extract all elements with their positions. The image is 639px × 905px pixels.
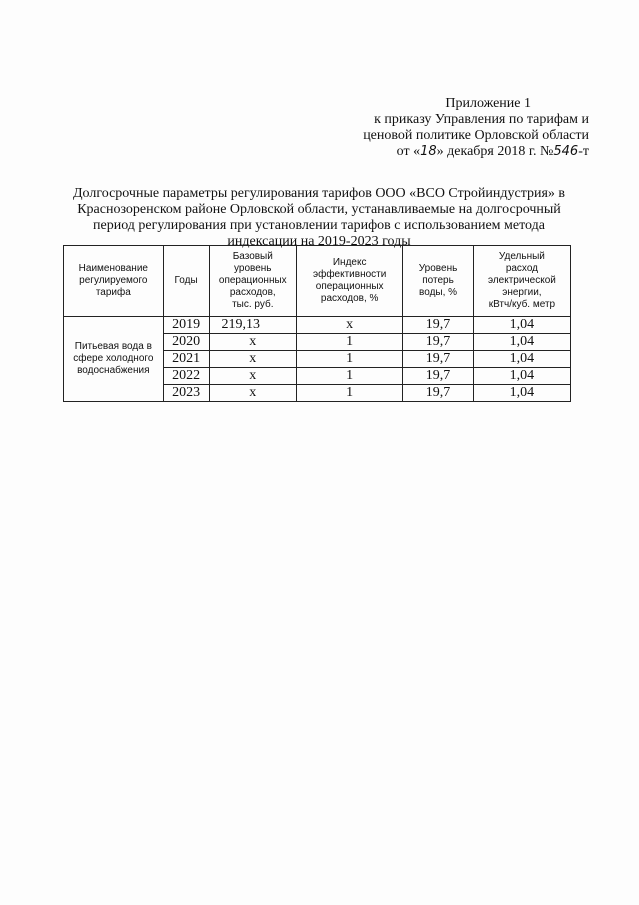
year-cell: 2019 xyxy=(163,317,209,334)
base-opex-cell: 219,13 xyxy=(209,317,296,334)
water-loss-cell: 19,7 xyxy=(403,385,474,402)
water-loss-cell: 19,7 xyxy=(403,351,474,368)
energy-cell: 1,04 xyxy=(473,317,570,334)
document-heading xyxy=(58,186,580,250)
order-number-handwritten: 546 xyxy=(553,144,579,159)
appendix-title: Приложение 1 xyxy=(445,96,531,111)
tariff-parameters-table xyxy=(63,245,571,402)
table-row xyxy=(64,317,571,334)
year-cell: 2021 xyxy=(163,351,209,368)
appendix-order-line-1: к приказу Управления по тарифам и xyxy=(374,112,589,127)
table-header-row xyxy=(64,246,571,317)
appendix-date-line xyxy=(289,144,589,160)
heading-line-1: Долгосрочные параметры регулирования тарифов ООО «ВСО Стройиндустрия» в xyxy=(72,186,566,201)
efficiency-index-cell: 1 xyxy=(297,351,403,368)
efficiency-index-cell: 1 xyxy=(297,368,403,385)
appendix-order-line-2: ценовой политике Орловской области xyxy=(363,128,589,143)
date-day-handwritten: 18 xyxy=(420,144,437,159)
base-opex-cell: х xyxy=(209,368,296,385)
date-suffix: -т xyxy=(578,144,589,159)
efficiency-index-cell: 1 xyxy=(297,334,403,351)
year-cell: 2023 xyxy=(163,385,209,402)
efficiency-index-cell: 1 xyxy=(297,385,403,402)
appendix-block xyxy=(289,96,589,160)
efficiency-index-cell: х xyxy=(297,317,403,334)
year-cell: 2022 xyxy=(163,368,209,385)
water-loss-cell: 19,7 xyxy=(403,317,474,334)
date-middle: » декабря 2018 г. № xyxy=(436,144,554,159)
header-efficiency-index: Индекс эффективности операционных расходов, % xyxy=(297,246,403,317)
service-name-cell: Питьевая вода в сфере холодного водоснабжения xyxy=(64,317,164,402)
date-prefix: от « xyxy=(396,144,421,159)
energy-cell: 1,04 xyxy=(473,385,570,402)
base-opex-cell: х xyxy=(209,385,296,402)
header-energy-consumption: Удельный расход электрической энергии, кВтч/куб. метр xyxy=(473,246,570,317)
heading-line-2: Краснозоренском районе Орловской области, устанавливаемые на долгосрочный xyxy=(77,202,561,217)
heading-line-3: период регулирования при установлении тарифов с использованием метода xyxy=(93,218,545,233)
heading-line-4: индексации на 2019-2023 годы xyxy=(227,234,411,249)
water-loss-cell: 19,7 xyxy=(403,368,474,385)
energy-cell: 1,04 xyxy=(473,368,570,385)
base-opex-cell: х xyxy=(209,351,296,368)
header-base-opex: Базовый уровень операционных расходов, тыс. руб. xyxy=(209,246,296,317)
energy-cell: 1,04 xyxy=(473,351,570,368)
water-loss-cell: 19,7 xyxy=(403,334,474,351)
header-water-loss: Уровень потерь воды, % xyxy=(403,246,474,317)
header-service: Наименование регулируемого тарифа xyxy=(64,246,164,317)
energy-cell: 1,04 xyxy=(473,334,570,351)
header-year: Годы xyxy=(163,246,209,317)
base-opex-cell: х xyxy=(209,334,296,351)
year-cell: 2020 xyxy=(163,334,209,351)
